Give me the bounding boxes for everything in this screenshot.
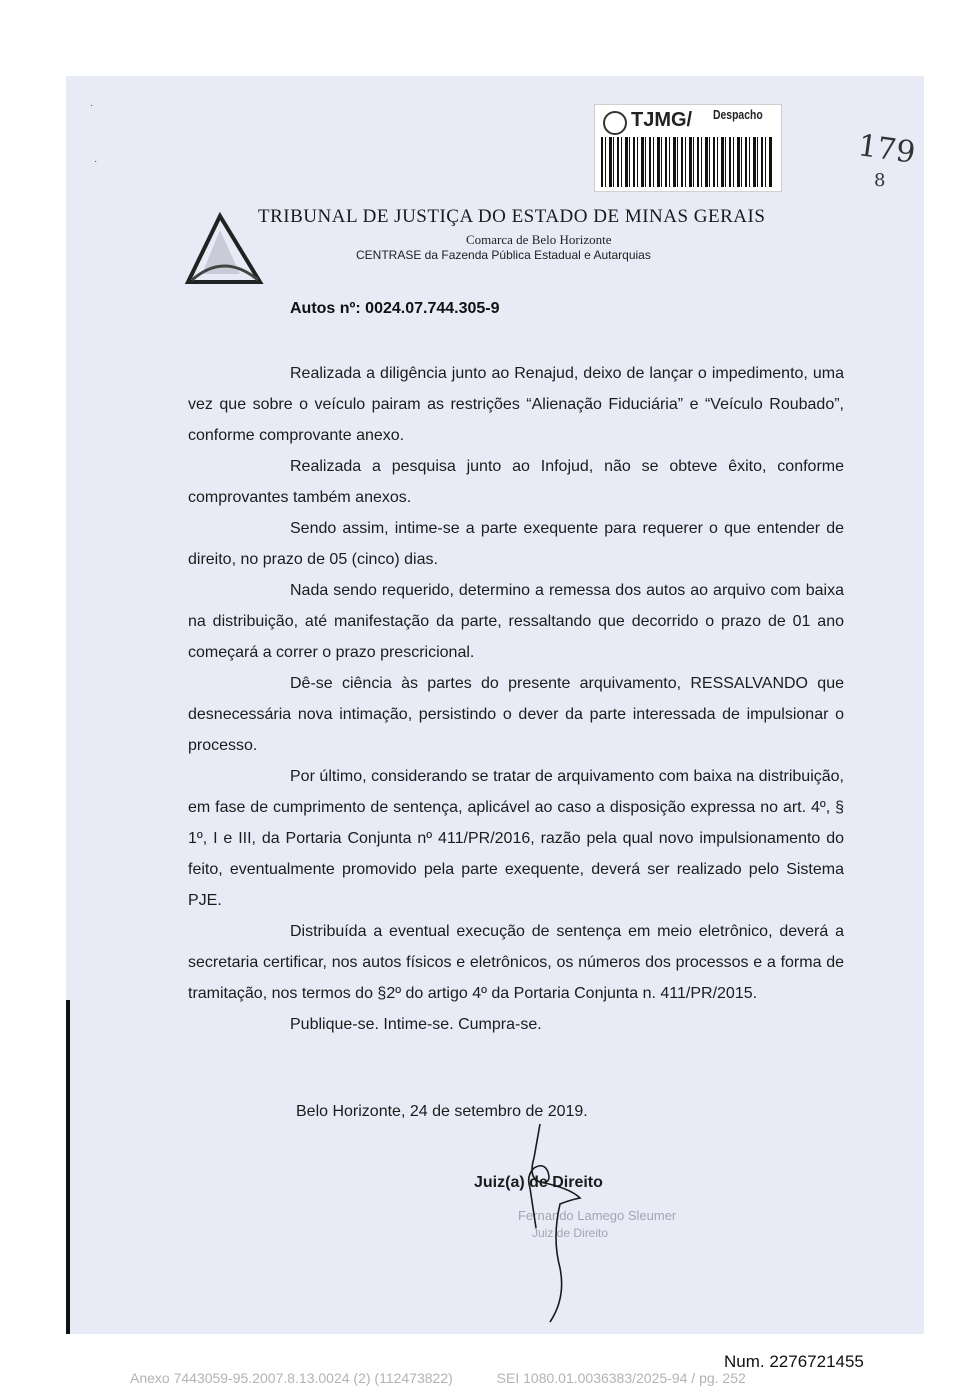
paragraph: Realizada a diligência junto ao Renajud, deixo de lançar o impedimento, uma vez que sobre o veículo pairam as restrições “Alienação Fiduciária” e “Veículo Roubado”, conforme comprovante anexo.: [188, 365, 844, 444]
paragraph: Dê-se ciência às partes do presente arquivamento, RESSALVANDO que desnecessária nova intimação, persistindo o dever da parte interessada de impulsionar o processo.: [188, 675, 844, 754]
scan-speck: ·: [90, 100, 94, 111]
paragraph: Publique-se. Intime-se. Cumpra-se.: [290, 1016, 542, 1033]
case-number: Autos nº: 0024.07.744.305-9: [290, 300, 500, 317]
handwritten-page-number: 179: [855, 128, 918, 171]
footer-annex: Anexo 7443059-95.2007.8.13.0024 (2) (112473822): [130, 1370, 453, 1386]
court-name: TRIBUNAL DE JUSTIÇA DO ESTADO DE MINAS GERAIS: [258, 206, 766, 227]
footer-line: [130, 1370, 746, 1386]
paragraph: Realizada a pesquisa junto ao Infojud, não se obteve êxito, conforme comprovantes também anexos.: [188, 458, 844, 506]
signer-stamp-role: Juiz de Direito: [532, 1226, 609, 1240]
protocol-stamp: [594, 104, 782, 192]
paragraph: Sendo assim, intime-se a parte exequente para requerer o que entender de direito, no prazo de 05 (cinco) dias.: [188, 520, 844, 568]
footer-sei: SEI 1080.01.0036383/2025-94 / pg. 252: [496, 1370, 746, 1386]
stamp-type: Despacho: [713, 107, 763, 122]
decision-body: [188, 358, 844, 1040]
signer-stamp-name: Fernando Lamego Sleumer: [518, 1208, 677, 1223]
document-number: Num. 2276721455: [724, 1352, 864, 1371]
signer-title: Juiz(a) de Direito: [474, 1174, 603, 1191]
handwritten-signature: [500, 1118, 610, 1328]
paragraph: Por último, considerando se tratar de arquivamento com baixa na distribuição, em fase de cumprimento de sentença, aplicável ao caso a disposição expressa no art. 4º, § 1º, I e III, da Portaria Conjunta nº 411/PR/2016, razão pela qual novo impulsionamento do feito, eventualmente promovido pela parte exequente, deverá ser realizado pelo Sistema PJE.: [188, 768, 844, 909]
paragraph: Distribuída a eventual execução de sentença em meio eletrônico, deverá a secretaria certificar, nos autos físicos e eletrônicos, os números dos processos e a forma de tramitação, nos termos do §2º do artigo 4º da Portaria Conjunta n. 411/PR/2015.: [188, 923, 844, 1002]
division-name: CENTRASE da Fazenda Pública Estadual e Autarquias: [356, 248, 651, 262]
seal-icon: [603, 111, 627, 135]
paragraph: Nada sendo requerido, determino a remessa dos autos ao arquivo com baixa na distribuição, até manifestação da parte, ressaltando que decorrido o prazo de 01 ano começará a correr o prazo prescricional.: [188, 582, 844, 661]
barcode-icon: [601, 137, 773, 187]
handwritten-sub-number: 8: [874, 170, 886, 191]
scan-edge-shadow: [66, 1000, 70, 1334]
comarca-name: Comarca de Belo Horizonte: [466, 232, 612, 247]
stamp-brand: TJMG/: [631, 109, 693, 131]
court-logo-icon: [184, 212, 264, 286]
date-line: Belo Horizonte, 24 de setembro de 2019.: [296, 1103, 588, 1120]
scan-speck: ·: [94, 156, 98, 167]
